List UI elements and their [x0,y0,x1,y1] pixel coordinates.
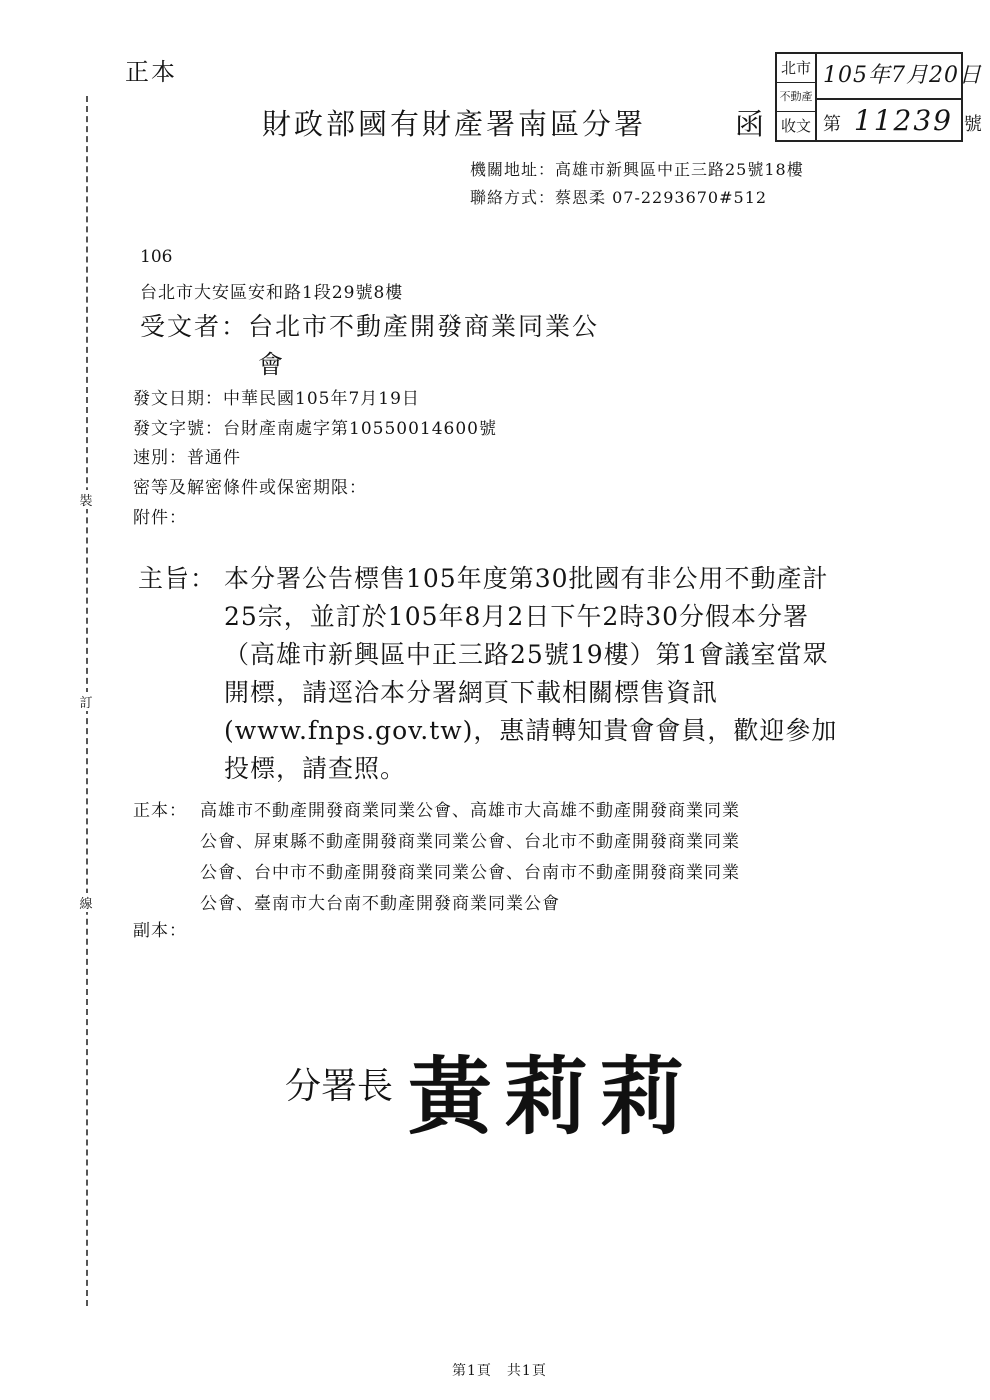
stamp-date: 105年7月20日 [823,63,982,88]
subject-line: 25宗，並訂於105年8月2日下午2時30分假本分署 [224,602,810,631]
distribution-line: 公會、臺南市大台南不動產開發商業同業公會 [200,894,560,914]
subject-line: （高雄市新興區中正三路25號19樓）第1會議室當眾 [224,640,829,669]
subject-line: 開標，請逕洽本分署網頁下載相關標售資訊 [224,678,719,707]
speed-class: 速別：普通件 [133,448,241,468]
stamp-divider [817,98,961,100]
binding-char: 線 [76,893,96,912]
distribution-label: 正本： [133,801,187,821]
copy-label: 正本 [125,58,177,86]
secrecy-level: 密等及解密條件或保密期限： [133,478,367,498]
distribution-line: 公會、台中市不動產開發商業同業公會、台南市不動產開發商業同業 [200,863,740,883]
subject-body [224,560,892,788]
cc-label: 副本： [133,921,187,941]
contact-person: 聯絡方式：蔡恩柔 07-2293670#512 [470,188,768,207]
issue-date: 發文日期：中華民國105年7月19日 [133,389,420,409]
binding-char: 裝 [76,490,96,509]
stamp-number-suffix: 號 [963,114,984,135]
agency-address: 機關地址：高雄市新興區中正三路25號18樓 [470,160,804,179]
issue-number: 發文字號：台財產南處字第10550014600號 [133,419,497,439]
recipient-line: 受文者：台北市不動產開發商業同業公 [140,312,600,341]
signature-title: 分署長 [285,1066,394,1107]
recipient-address: 台北市大安區安和路1段29號8樓 [140,283,404,303]
distribution-line: 高雄市不動產開發商業同業公會、高雄市大高雄不動產開發商業同業 [200,801,740,821]
receipt-stamp [775,52,984,142]
stamp-cell: 北市 [777,54,815,83]
stamp-cell: 收文 [780,117,811,135]
stamp-number-prefix: 第 [823,114,843,135]
binding-char: 訂 [76,692,96,711]
distribution-body [200,796,740,920]
recipient-zip: 106 [140,247,173,267]
page-number: 第1頁 共1頁 [452,1363,547,1379]
recipient-name [140,308,599,384]
subject-label: 主旨： [138,564,217,593]
document-type: 函 [735,107,765,141]
subject-line: (www.fnps.gov.tw)，惠請轉知貴會會員，歡迎參加 [224,716,838,745]
attachment-field: 附件： [133,508,187,528]
distribution-line: 公會、屏東縣不動產開發商業同業公會、台北市不動產開發商業同業 [200,832,740,852]
subject-line: 投標，請查照。 [224,754,407,783]
subject-line: 本分署公告標售105年度第30批國有非公用不動產計 [224,564,829,593]
agency-title: 財政部國有財產署南區分署 [262,107,647,141]
recipient-line: 會 [258,350,286,379]
stamp-cell: 不動產 [777,83,815,112]
stamp-cells [777,54,817,140]
signature-name: 黃莉莉 [408,1047,697,1146]
stamp-number: 11239 [853,104,953,137]
stamp-number-line [823,104,984,137]
